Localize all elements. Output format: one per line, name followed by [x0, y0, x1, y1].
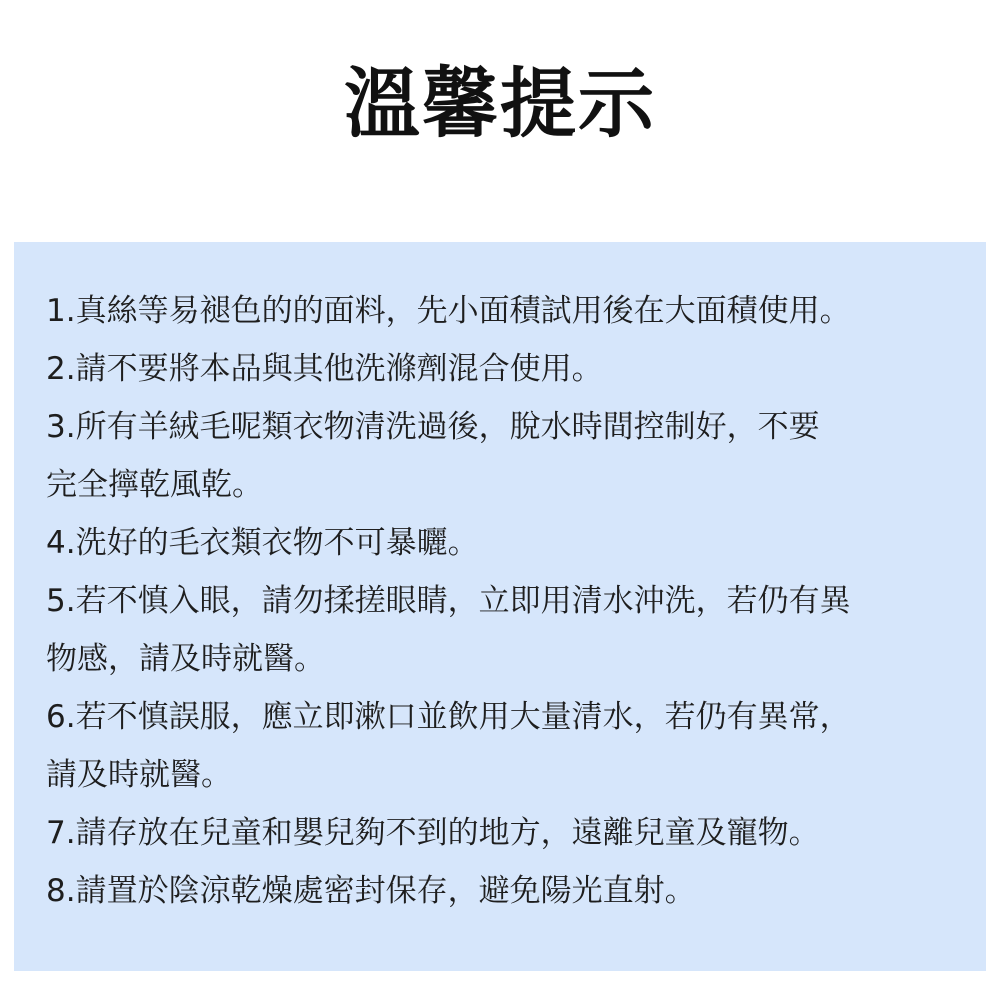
tip-line-7: 7.請存放在兒童和嬰兒夠不到的地方，遠離兒童及寵物。: [46, 815, 820, 851]
tips-list: [46, 282, 986, 920]
tip-line-2: 2.請不要將本品與其他洗滌劑混合使用。: [46, 351, 603, 387]
tip-line-8: 8.請置於陰涼乾燥處密封保存，避免陽光直射。: [46, 873, 696, 909]
tip-line-4: 4.洗好的毛衣類衣物不可暴曬。: [46, 525, 479, 561]
tip-line-6: 6.若不慎誤服，應立即漱口並飲用大量清水，若仍有異常，: [46, 699, 851, 735]
tip-line-3: 3.所有羊絨毛呢類衣物清洗過後，脫水時間控制好，不要: [46, 409, 820, 445]
tip-line-5: 5.若不慎入眼，請勿揉搓眼睛，立即用清水沖洗，若仍有異: [46, 583, 851, 619]
page-title: 溫馨提示: [344, 59, 656, 148]
tip-line-3-continued: 完全擰乾風乾。: [46, 467, 263, 503]
tips-panel: [14, 242, 986, 971]
tip-line-5-continued: 物感，請及時就醫。: [46, 641, 325, 677]
tip-line-6-continued: 請及時就醫。: [46, 757, 232, 793]
tip-line-1: 1.真絲等易褪色的的面料，先小面積試用後在大面積使用。: [46, 293, 851, 329]
